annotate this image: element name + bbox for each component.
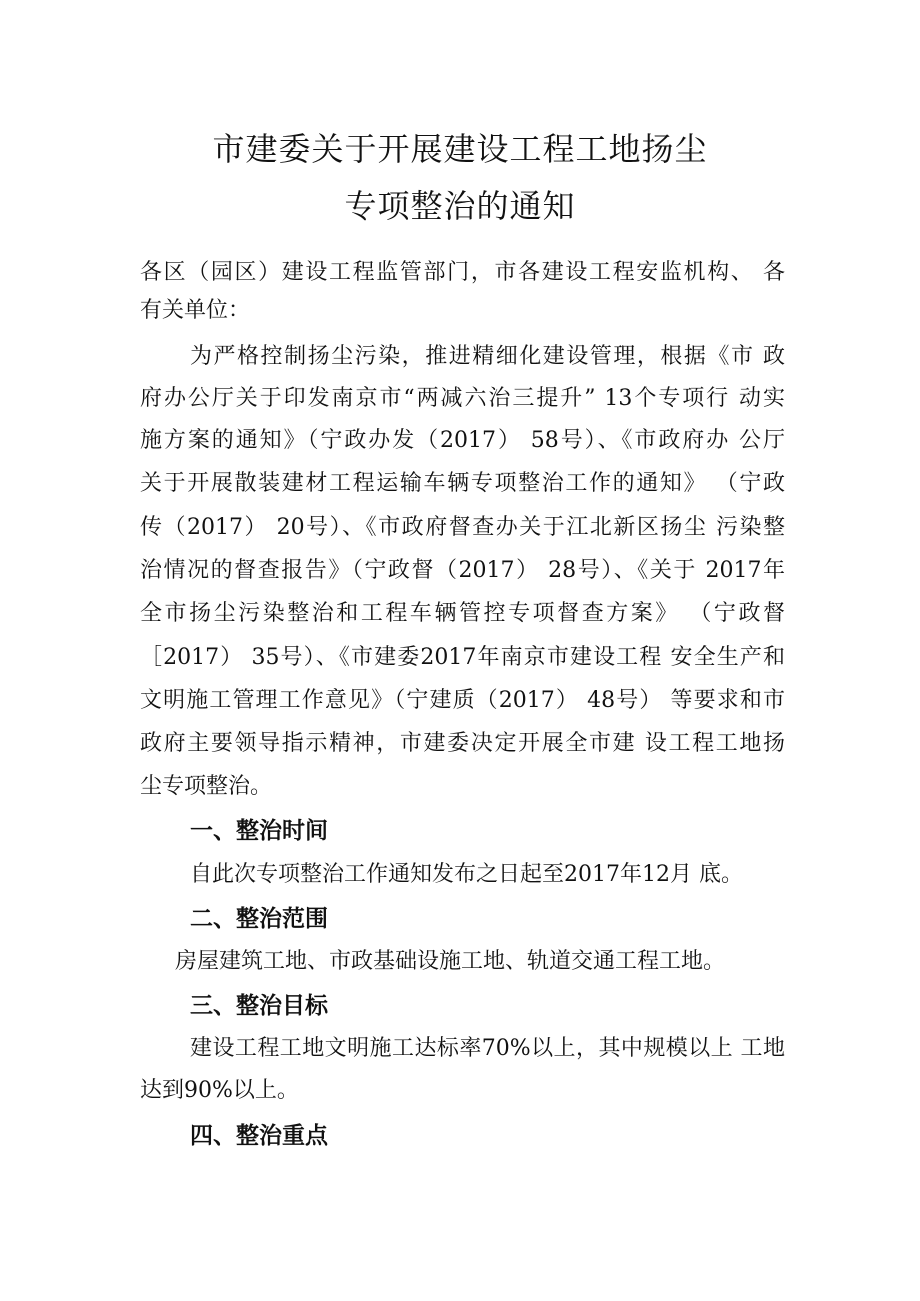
- intro-line-11: 尘专项整治。: [140, 774, 273, 799]
- section-1-text: 自此次专项整治工作通知发布之日起至2017年12月 底。: [190, 862, 743, 887]
- intro-line-8: ［2017） 35号）、《市建委2017年南京市建设工程 安全生产和: [140, 645, 785, 670]
- intro-line-1: 为严格控制扬尘污染，推进精细化建设管理，根据《市 政: [190, 344, 785, 369]
- intro-line-2: 府办公厅关于印发南京市“两减六治三提升” 13个专项行 动实: [140, 386, 785, 411]
- recipients-line-2: 有关单位：: [140, 298, 251, 323]
- intro-line-5: 传（2017） 20号）、《市政府督查办关于江北新区扬尘 污染整: [140, 515, 785, 540]
- intro-line-4: 关于开展散装建材工程运输车辆专项整治工作的通知》 （宁政: [140, 471, 785, 496]
- intro-line-9: 文明施工管理工作意见》（宁建质（2017） 48号） 等要求和市: [140, 688, 785, 713]
- intro-line-7: 全市扬尘污染整治和工程车辆管控专项督查方案》 （宁政督: [140, 601, 785, 626]
- intro-line-3: 施方案的通知》（宁政办发（2017） 58号）、《市政府办 公厅: [140, 428, 785, 453]
- section-3-heading: 三、整治目标: [190, 993, 328, 1019]
- document-title-line-2: 专项整治的通知: [344, 187, 576, 225]
- section-4-heading: 四、整治重点: [190, 1123, 328, 1149]
- section-2-text: 房屋建筑工地、市政基础设施工地、轨道交通工程工地。: [175, 949, 726, 974]
- section-3-text-line-1: 建设工程工地文明施工达标率70%以上，其中规模以上 工地: [190, 1036, 785, 1061]
- intro-line-6: 治情况的督查报告》（宁政督（2017） 28号）、《关于 2017年: [140, 558, 785, 583]
- section-1-heading: 一、整治时间: [190, 818, 328, 844]
- section-3-text-line-2: 达到90%以上。: [140, 1078, 299, 1103]
- section-2-heading: 二、整治范围: [190, 906, 328, 932]
- recipients-line-1: 各区（园区）建设工程监管部门，市各建设工程安监机构、 各: [140, 260, 785, 285]
- document-title-line-1: 市建委关于开展建设工程工地扬尘: [212, 130, 708, 168]
- intro-line-10: 政府主要领导指示精神，市建委决定开展全市建 设工程工地扬: [140, 731, 785, 756]
